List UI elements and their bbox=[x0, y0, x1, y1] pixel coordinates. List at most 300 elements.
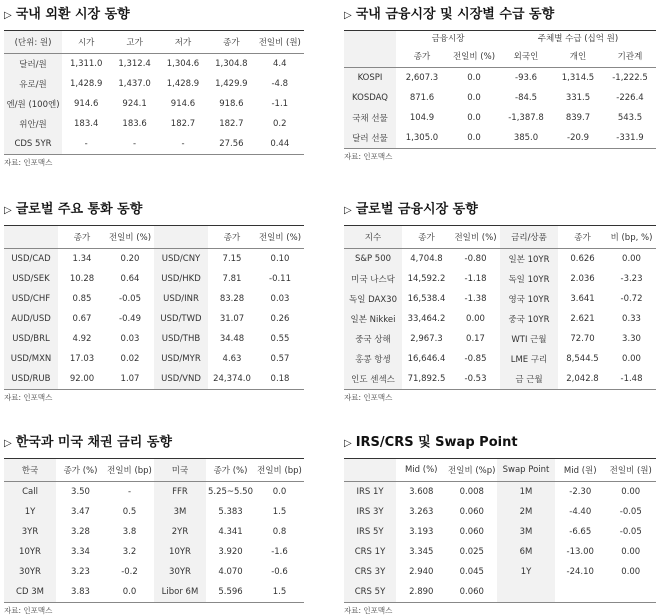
col-header: 시가 bbox=[62, 31, 110, 54]
source-note: 자료: 인포맥스 bbox=[4, 393, 53, 402]
panel-title bbox=[344, 201, 656, 219]
cell: 0.8 bbox=[272, 527, 287, 537]
cell: -0.80 bbox=[464, 254, 487, 264]
row-label: 미국 나스닥 bbox=[344, 269, 402, 289]
panel-title-text: IRS/CRS 및 Swap Point bbox=[355, 435, 518, 450]
col-header: 전일비 (%p) bbox=[447, 459, 498, 482]
table-row bbox=[344, 369, 656, 390]
table-row bbox=[344, 562, 656, 582]
col-header: 전일비 (bp) bbox=[255, 459, 304, 482]
row-label: S&P 500 bbox=[344, 249, 402, 270]
cell: 1,428.9 bbox=[69, 79, 103, 89]
panel-domestic-market bbox=[344, 6, 656, 162]
col-header: 저가 bbox=[159, 31, 207, 54]
row-label: 인도 센섹스 bbox=[344, 369, 402, 390]
row-label: 1Y bbox=[497, 562, 555, 582]
cell: 4.92 bbox=[72, 334, 92, 344]
cell: 182.7 bbox=[219, 119, 244, 129]
panel-title-text: 글로벌 주요 통화 동향 bbox=[15, 202, 143, 217]
cell: 3.345 bbox=[409, 547, 434, 557]
cell: 1.5 bbox=[272, 507, 287, 517]
cell: 0.17 bbox=[466, 334, 485, 344]
row-label: 1Y bbox=[4, 502, 56, 522]
cell: 1.34 bbox=[72, 254, 92, 264]
cell: 0.18 bbox=[256, 369, 304, 390]
col-header: 종가 (%) bbox=[206, 459, 255, 482]
cell: 2.890 bbox=[396, 582, 447, 603]
row-label: USD/HKD bbox=[154, 269, 208, 289]
row-label: 일본 10YR bbox=[500, 249, 558, 270]
source-note: 자료: 인포맥스 bbox=[344, 606, 393, 615]
cell: 0.5 bbox=[122, 507, 137, 517]
row-label: USD/VND bbox=[154, 369, 208, 390]
col-header bbox=[344, 31, 396, 68]
col-header: 미국 bbox=[154, 459, 206, 482]
cell: 1,311.0 bbox=[69, 59, 103, 69]
cell: 0.0 bbox=[105, 582, 154, 603]
cell: -1.38 bbox=[464, 294, 487, 304]
row-label bbox=[497, 582, 555, 603]
triangle-icon: ▷ bbox=[4, 10, 12, 21]
cell: -0.05 bbox=[119, 294, 141, 304]
row-label: IRS 3Y bbox=[344, 502, 396, 522]
cell bbox=[555, 582, 606, 603]
cell: 0.060 bbox=[459, 507, 484, 517]
fx-domestic-table bbox=[4, 30, 304, 155]
panel-irs-crs bbox=[344, 434, 656, 616]
col-header bbox=[344, 459, 396, 482]
cell: -1,387.8 bbox=[508, 113, 544, 123]
row-label: FFR bbox=[154, 482, 206, 503]
cell: 34.48 bbox=[219, 334, 245, 344]
cell: 3.641 bbox=[570, 294, 595, 304]
col-header: 지수 bbox=[344, 226, 402, 249]
col-header: 종가 bbox=[558, 226, 607, 249]
cell: 10.28 bbox=[69, 274, 95, 284]
cell: 3.608 bbox=[409, 487, 434, 497]
triangle-icon: ▷ bbox=[344, 205, 352, 216]
row-label: KOSDAQ bbox=[344, 88, 396, 108]
row-label: CRS 5Y bbox=[344, 582, 396, 603]
row-label: IRS 1Y bbox=[344, 482, 396, 503]
cell: 7.81 bbox=[222, 274, 242, 284]
table-row bbox=[344, 128, 656, 149]
table-row bbox=[4, 369, 304, 390]
cell: -20.9 bbox=[552, 128, 604, 149]
group-header: 주체별 수급 (십억 원) bbox=[537, 34, 619, 44]
cell: 17.03 bbox=[69, 354, 95, 364]
table-row bbox=[4, 309, 304, 329]
cell: 31.07 bbox=[219, 314, 245, 324]
col-header: 전일비 (원) bbox=[256, 31, 304, 54]
cell: 3.83 bbox=[56, 582, 105, 603]
col-header: 종가 (%) bbox=[56, 459, 105, 482]
table-row bbox=[4, 522, 304, 542]
row-label: USD/INR bbox=[154, 289, 208, 309]
table-row bbox=[4, 562, 304, 582]
domestic-market-table bbox=[344, 30, 656, 149]
row-label: CRS 3Y bbox=[344, 562, 396, 582]
cell: -1.1 bbox=[271, 99, 289, 109]
col-header: 종가 bbox=[58, 226, 106, 249]
cell: 0.64 bbox=[120, 274, 140, 284]
cell: 543.5 bbox=[617, 113, 643, 123]
table-row bbox=[4, 582, 304, 603]
row-label: 10YR bbox=[4, 542, 56, 562]
row-label: 홍콩 항셍 bbox=[344, 349, 402, 369]
row-label: 3M bbox=[154, 502, 206, 522]
cell: 8,544.5 bbox=[566, 354, 599, 364]
row-label: 금 근월 bbox=[500, 369, 558, 390]
cell: 5.596 bbox=[206, 582, 255, 603]
row-label: Libor 6M bbox=[154, 582, 206, 603]
cell: 0.85 bbox=[72, 294, 92, 304]
row-label: 일본 Nikkei bbox=[344, 309, 402, 329]
table-row bbox=[4, 289, 304, 309]
row-label: 2M bbox=[497, 502, 555, 522]
panel-global-market bbox=[344, 201, 656, 403]
cell: -4.40 bbox=[569, 507, 592, 517]
col-header: 외국인 bbox=[500, 45, 552, 68]
cell: 0.0 bbox=[272, 487, 287, 497]
cell: 0.0 bbox=[467, 113, 481, 123]
cell: 4.63 bbox=[222, 354, 242, 364]
cell: 871.6 bbox=[409, 93, 435, 103]
global-market-table bbox=[344, 225, 656, 390]
cell: 4.4 bbox=[273, 59, 287, 69]
panel-title-text: 국내 금융시장 및 시장별 수급 동향 bbox=[355, 7, 555, 22]
row-label: 영국 10YR bbox=[500, 289, 558, 309]
cell: -0.11 bbox=[269, 274, 291, 284]
cell: 3.47 bbox=[71, 507, 90, 517]
cell: 0.2 bbox=[273, 119, 287, 129]
table-row bbox=[344, 249, 656, 270]
cell: 3.30 bbox=[622, 334, 641, 344]
panel-fx-domestic bbox=[4, 6, 304, 168]
cell: 1,312.4 bbox=[118, 59, 151, 69]
cell: -0.72 bbox=[620, 294, 643, 304]
col-header: 금리/상품 bbox=[500, 226, 558, 249]
source-note: 자료: 인포맥스 bbox=[344, 393, 393, 402]
row-label: 중국 10YR bbox=[500, 309, 558, 329]
cell: 0.20 bbox=[120, 254, 140, 264]
cell: 0.060 bbox=[459, 527, 484, 537]
cell: - bbox=[127, 487, 132, 497]
cell: 16,538.4 bbox=[407, 294, 446, 304]
cell: 0.0 bbox=[448, 128, 500, 149]
cell: 182.7 bbox=[170, 119, 196, 129]
cell: -1,222.5 bbox=[612, 73, 648, 83]
triangle-icon: ▷ bbox=[344, 438, 352, 449]
cell: 2.621 bbox=[570, 314, 595, 324]
cell: -0.49 bbox=[119, 314, 141, 324]
group-header: 금융시장 bbox=[431, 34, 465, 44]
cell: 0.03 bbox=[120, 334, 140, 344]
cell: 0.26 bbox=[270, 314, 290, 324]
row-label: USD/MYR bbox=[154, 349, 208, 369]
cell: 914.6 bbox=[170, 99, 196, 109]
row-label: 3M bbox=[497, 522, 555, 542]
col-header: 종가 bbox=[396, 45, 448, 68]
cell: 0.060 bbox=[447, 582, 498, 603]
cell: -24.10 bbox=[566, 567, 594, 577]
col-header bbox=[4, 226, 58, 249]
cell: 7.15 bbox=[222, 254, 242, 264]
source-note: 자료: 인포맥스 bbox=[4, 158, 53, 167]
row-label: CD 3M bbox=[4, 582, 56, 603]
cell: -0.85 bbox=[464, 354, 487, 364]
cell: 0.33 bbox=[622, 314, 641, 324]
table-row bbox=[4, 482, 304, 503]
cell: 1,305.0 bbox=[396, 128, 448, 149]
table-row bbox=[4, 54, 304, 75]
cell: -4.8 bbox=[271, 79, 289, 89]
row-label: USD/CNY bbox=[154, 249, 208, 270]
col-header: 전일비 (bp) bbox=[105, 459, 154, 482]
col-header: (단위: 원) bbox=[4, 31, 62, 54]
row-label: 1M bbox=[497, 482, 555, 503]
cell: - bbox=[62, 134, 110, 155]
row-label: 2YR bbox=[154, 522, 206, 542]
cell: 3.28 bbox=[71, 527, 90, 537]
panel-title bbox=[344, 6, 656, 24]
cell bbox=[606, 582, 657, 603]
panel-title bbox=[4, 201, 304, 219]
row-label: USD/CHF bbox=[4, 289, 58, 309]
cell: 2.036 bbox=[570, 274, 595, 284]
cell: -1.6 bbox=[271, 547, 288, 557]
cell: - bbox=[159, 134, 207, 155]
cell: 14,592.2 bbox=[407, 274, 446, 284]
table-row bbox=[344, 88, 656, 108]
panel-title bbox=[4, 6, 304, 24]
row-label: KOSPI bbox=[344, 68, 396, 89]
cell: 385.0 bbox=[500, 128, 552, 149]
cell: 0.008 bbox=[459, 487, 484, 497]
cell: 1.5 bbox=[255, 582, 304, 603]
cell: 0.00 bbox=[466, 314, 485, 324]
panel-title-text: 글로벌 금융시장 동향 bbox=[355, 202, 478, 217]
triangle-icon: ▷ bbox=[4, 205, 12, 216]
cell: 0.10 bbox=[270, 254, 290, 264]
col-header: Mid (원) bbox=[555, 459, 606, 482]
row-label: 위안/원 bbox=[4, 114, 62, 134]
col-header: 기관계 bbox=[604, 45, 656, 68]
table-row bbox=[4, 542, 304, 562]
col-header: 종가 bbox=[207, 31, 255, 54]
cell: -2.30 bbox=[569, 487, 592, 497]
table-row bbox=[344, 582, 656, 603]
row-label: 달러/원 bbox=[4, 54, 62, 75]
col-header: Mid (%) bbox=[396, 459, 447, 482]
table-row bbox=[4, 349, 304, 369]
source-note: 자료: 인포맥스 bbox=[4, 606, 53, 615]
table-row bbox=[4, 74, 304, 94]
cell: -0.6 bbox=[271, 567, 288, 577]
cell: 839.7 bbox=[565, 113, 591, 123]
cell: 0.00 bbox=[622, 354, 641, 364]
table-row bbox=[344, 108, 656, 128]
cell: 2,042.8 bbox=[558, 369, 607, 390]
row-label: CDS 5YR bbox=[4, 134, 62, 155]
cell: 0.57 bbox=[270, 354, 290, 364]
table-row bbox=[344, 269, 656, 289]
cell: 183.4 bbox=[74, 119, 99, 129]
table-row bbox=[4, 94, 304, 114]
cell: 3.50 bbox=[71, 487, 90, 497]
cell: 3.8 bbox=[122, 527, 137, 537]
table-row bbox=[344, 522, 656, 542]
cell: -1.18 bbox=[464, 274, 487, 284]
cell: 331.5 bbox=[565, 93, 591, 103]
cell: 0.67 bbox=[72, 314, 92, 324]
cell: 0.44 bbox=[256, 134, 304, 155]
cell: -1.48 bbox=[607, 369, 656, 390]
table-row bbox=[4, 134, 304, 155]
cell: 24,374.0 bbox=[208, 369, 256, 390]
cell: 4.341 bbox=[218, 527, 243, 537]
cell: 1,437.0 bbox=[118, 79, 151, 89]
col-header: Swap Point bbox=[497, 459, 555, 482]
row-label: 10YR bbox=[154, 542, 206, 562]
col-header: 종가 bbox=[402, 226, 451, 249]
row-label: 엔/원 (100엔) bbox=[4, 94, 62, 114]
cell: 1,304.6 bbox=[166, 59, 200, 69]
cell: 5.383 bbox=[218, 507, 243, 517]
row-label: USD/TWD bbox=[154, 309, 208, 329]
panel-title-text: 국내 외환 시장 동향 bbox=[15, 7, 130, 22]
cell: 27.56 bbox=[207, 134, 255, 155]
table-row bbox=[4, 249, 304, 270]
col-header: 개인 bbox=[552, 45, 604, 68]
bond-rates-table bbox=[4, 458, 304, 603]
row-label: LME 구리 bbox=[500, 349, 558, 369]
table-row bbox=[4, 269, 304, 289]
cell: -93.6 bbox=[515, 73, 537, 83]
cell: 1,304.8 bbox=[215, 59, 248, 69]
cell: 3.263 bbox=[409, 507, 434, 517]
cell: -0.05 bbox=[619, 527, 642, 537]
cell: 3.2 bbox=[122, 547, 137, 557]
cell: - bbox=[110, 134, 158, 155]
col-header: 전일비 (%) bbox=[448, 45, 500, 68]
table-row bbox=[4, 329, 304, 349]
cell: 0.02 bbox=[120, 354, 140, 364]
row-label: 독일 DAX30 bbox=[344, 289, 402, 309]
cell: 0.00 bbox=[622, 254, 641, 264]
cell: -6.65 bbox=[569, 527, 592, 537]
panel-title-text: 한국과 미국 채권 금리 동향 bbox=[15, 435, 172, 450]
cell: 3.34 bbox=[71, 547, 90, 557]
table-row bbox=[344, 482, 656, 503]
col-header: 고가 bbox=[110, 31, 158, 54]
cell: 33,464.2 bbox=[407, 314, 446, 324]
cell: -226.4 bbox=[616, 93, 644, 103]
cell: 0.045 bbox=[459, 567, 484, 577]
row-label: 30YR bbox=[4, 562, 56, 582]
row-label: 중국 상해 bbox=[344, 329, 402, 349]
row-label: AUD/USD bbox=[4, 309, 58, 329]
cell: -13.00 bbox=[566, 547, 594, 557]
row-label: USD/SEK bbox=[4, 269, 58, 289]
cell: 71,892.5 bbox=[402, 369, 451, 390]
col-header: 전일비 (%) bbox=[256, 226, 304, 249]
irs-crs-table bbox=[344, 458, 656, 603]
global-fx-table bbox=[4, 225, 304, 390]
table-row bbox=[344, 502, 656, 522]
row-label: IRS 5Y bbox=[344, 522, 396, 542]
cell: 104.9 bbox=[409, 113, 435, 123]
row-label: USD/THB bbox=[154, 329, 208, 349]
table-row bbox=[344, 542, 656, 562]
cell: -0.53 bbox=[451, 369, 500, 390]
col-header: 종가 bbox=[208, 226, 256, 249]
cell: 1,314.5 bbox=[561, 73, 595, 83]
cell: 4,704.8 bbox=[410, 254, 443, 264]
row-label: USD/BRL bbox=[4, 329, 58, 349]
panel-title bbox=[344, 434, 656, 452]
cell: 2,967.3 bbox=[410, 334, 443, 344]
cell: 0.626 bbox=[570, 254, 595, 264]
panel-title bbox=[4, 434, 304, 452]
source-note: 자료: 인포맥스 bbox=[344, 152, 393, 161]
cell: 918.6 bbox=[219, 99, 244, 109]
cell: -84.5 bbox=[515, 93, 537, 103]
table-row bbox=[4, 114, 304, 134]
cell: 0.03 bbox=[270, 294, 290, 304]
row-label: WTI 근월 bbox=[500, 329, 558, 349]
cell: 1,429.9 bbox=[215, 79, 248, 89]
row-label: 3YR bbox=[4, 522, 56, 542]
row-label: 국채 선물 bbox=[344, 108, 396, 128]
row-label: 독일 10YR bbox=[500, 269, 558, 289]
col-header: 비 (bp, %) bbox=[607, 226, 656, 249]
table-row bbox=[344, 289, 656, 309]
cell: 83.28 bbox=[219, 294, 245, 304]
cell: 0.025 bbox=[459, 547, 484, 557]
cell: -331.9 bbox=[604, 128, 656, 149]
row-label: CRS 1Y bbox=[344, 542, 396, 562]
col-header bbox=[154, 226, 208, 249]
cell: 0.00 bbox=[621, 487, 641, 497]
cell: 72.70 bbox=[570, 334, 595, 344]
cell: 3.920 bbox=[218, 547, 243, 557]
table-row bbox=[344, 309, 656, 329]
cell: 0.0 bbox=[467, 73, 481, 83]
row-label: 달러 선물 bbox=[344, 128, 396, 149]
row-label: USD/MXN bbox=[4, 349, 58, 369]
row-label: 6M bbox=[497, 542, 555, 562]
row-label: USD/RUB bbox=[4, 369, 58, 390]
cell: 4.070 bbox=[218, 567, 243, 577]
cell: 2.940 bbox=[409, 567, 434, 577]
col-header: 전일비 (원) bbox=[606, 459, 657, 482]
cell: 1.07 bbox=[106, 369, 154, 390]
cell: -0.05 bbox=[619, 507, 642, 517]
table-row bbox=[4, 502, 304, 522]
cell: 92.00 bbox=[58, 369, 106, 390]
panel-global-fx bbox=[4, 201, 304, 403]
cell: -0.2 bbox=[121, 567, 138, 577]
cell: 3.193 bbox=[409, 527, 434, 537]
cell: 5.25~5.50 bbox=[208, 487, 253, 497]
cell: 914.6 bbox=[74, 99, 99, 109]
row-label: 30YR bbox=[154, 562, 206, 582]
cell: 3.23 bbox=[71, 567, 90, 577]
cell: 16,646.4 bbox=[407, 354, 446, 364]
cell: 1,428.9 bbox=[166, 79, 200, 89]
row-label: Call bbox=[4, 482, 56, 503]
